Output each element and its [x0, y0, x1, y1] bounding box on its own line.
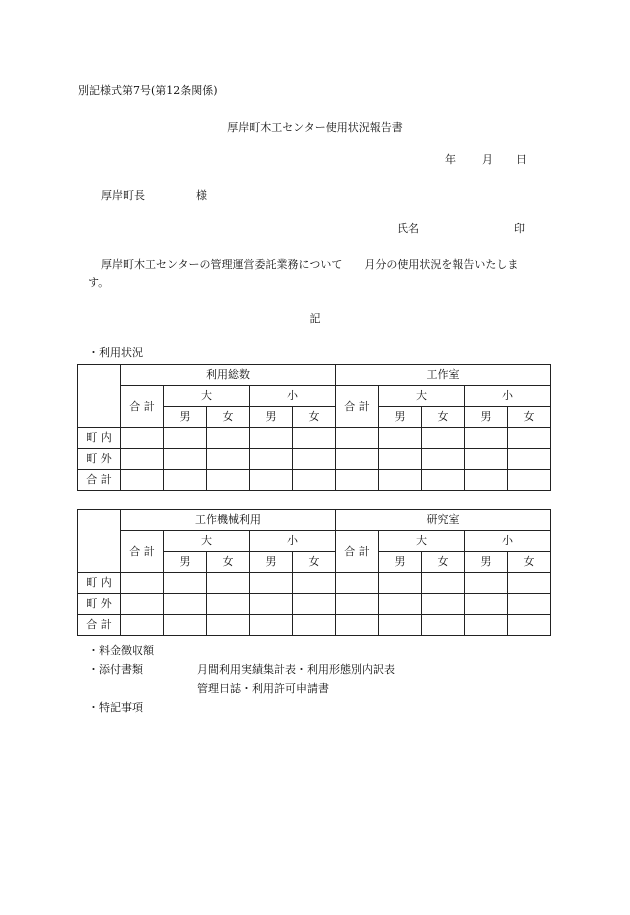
data-cell[interactable] — [293, 615, 336, 636]
data-cell[interactable] — [336, 470, 379, 491]
date-year-label: 年 — [445, 153, 456, 166]
data-cell[interactable] — [379, 594, 422, 615]
data-cell[interactable] — [336, 594, 379, 615]
data-cell[interactable] — [465, 594, 508, 615]
report-paragraph-line-1: 厚岸町木工センターの管理運営委託業務について 月分の使用状況を報告いたしま — [101, 258, 519, 271]
male-header: 男 — [465, 407, 508, 428]
group-header: 工作室 — [336, 365, 551, 386]
group-header: 工作機械利用 — [121, 510, 336, 531]
male-header: 男 — [379, 407, 422, 428]
female-header: 女 — [207, 552, 250, 573]
honorific: 様 — [196, 189, 207, 202]
data-cell[interactable] — [336, 615, 379, 636]
notes-label: ・特記事項 — [88, 701, 143, 714]
data-cell[interactable] — [207, 615, 250, 636]
data-cell[interactable] — [465, 428, 508, 449]
ki-heading: 記 — [309, 312, 321, 325]
data-cell[interactable] — [422, 470, 465, 491]
data-cell[interactable] — [379, 449, 422, 470]
data-cell[interactable] — [164, 594, 207, 615]
data-cell[interactable] — [508, 428, 551, 449]
table-row — [78, 428, 551, 449]
data-cell[interactable] — [250, 594, 293, 615]
data-cell[interactable] — [422, 573, 465, 594]
total-header: 合 計 — [336, 531, 379, 573]
table-row — [78, 449, 551, 470]
group-header: 利用総数 — [121, 365, 336, 386]
total-header: 合 計 — [121, 531, 164, 573]
corner-cell — [78, 365, 121, 428]
female-header: 女 — [293, 407, 336, 428]
male-header: 男 — [250, 552, 293, 573]
data-cell[interactable] — [207, 594, 250, 615]
form-reference: 別記様式第7号(第12条関係) — [78, 84, 218, 97]
data-cell[interactable] — [336, 449, 379, 470]
large-header: 大 — [379, 531, 465, 552]
attachments-line-1: 月間利用実績集計表・利用形態別内訳表 — [197, 663, 395, 676]
data-cell[interactable] — [293, 594, 336, 615]
row-label: 合 計 — [78, 470, 121, 491]
data-cell[interactable] — [207, 449, 250, 470]
total-header: 合 計 — [121, 386, 164, 428]
data-cell[interactable] — [465, 615, 508, 636]
table-row — [78, 615, 551, 636]
row-label: 町 内 — [78, 428, 121, 449]
data-cell[interactable] — [422, 594, 465, 615]
total-header: 合 計 — [336, 386, 379, 428]
large-header: 大 — [164, 531, 250, 552]
data-cell[interactable] — [379, 470, 422, 491]
data-cell[interactable] — [207, 428, 250, 449]
data-cell[interactable] — [336, 573, 379, 594]
data-cell[interactable] — [508, 449, 551, 470]
attachments-label: ・添付書類 — [88, 663, 143, 676]
row-label: 町 外 — [78, 594, 121, 615]
data-cell[interactable] — [250, 449, 293, 470]
data-cell[interactable] — [465, 470, 508, 491]
data-cell[interactable] — [336, 428, 379, 449]
fee-label: ・料金徴収額 — [88, 644, 154, 657]
row-label: 合 計 — [78, 615, 121, 636]
data-cell[interactable] — [250, 428, 293, 449]
data-cell[interactable] — [121, 449, 164, 470]
data-cell[interactable] — [379, 615, 422, 636]
large-header: 大 — [164, 386, 250, 407]
data-cell[interactable] — [121, 573, 164, 594]
usage-table-2 — [77, 509, 551, 636]
male-header: 男 — [379, 552, 422, 573]
date-month-label: 月 — [482, 153, 493, 166]
data-cell[interactable] — [293, 470, 336, 491]
data-cell[interactable] — [207, 470, 250, 491]
small-header: 小 — [250, 531, 336, 552]
usage-table-1 — [77, 364, 551, 491]
female-header: 女 — [508, 407, 551, 428]
data-cell[interactable] — [293, 573, 336, 594]
female-header: 女 — [508, 552, 551, 573]
seal-label: 印 — [514, 222, 525, 235]
row-label: 町 内 — [78, 573, 121, 594]
data-cell[interactable] — [422, 615, 465, 636]
male-header: 男 — [164, 552, 207, 573]
data-cell[interactable] — [164, 449, 207, 470]
large-header: 大 — [379, 386, 465, 407]
data-cell[interactable] — [465, 573, 508, 594]
data-cell[interactable] — [250, 573, 293, 594]
data-cell[interactable] — [508, 594, 551, 615]
attachments-line-2: 管理日誌・利用許可申請書 — [197, 682, 329, 695]
female-header: 女 — [422, 407, 465, 428]
data-cell[interactable] — [293, 428, 336, 449]
data-cell[interactable] — [164, 470, 207, 491]
data-cell[interactable] — [508, 573, 551, 594]
row-label: 町 外 — [78, 449, 121, 470]
document-title: 厚岸町木工センター使用状況報告書 — [227, 121, 403, 134]
data-cell[interactable] — [250, 470, 293, 491]
group-header: 研究室 — [336, 510, 551, 531]
usage-section-label: ・利用状況 — [88, 346, 143, 359]
addressee: 厚岸町長 — [101, 189, 145, 202]
data-cell[interactable] — [121, 470, 164, 491]
small-header: 小 — [465, 386, 551, 407]
data-cell[interactable] — [121, 615, 164, 636]
small-header: 小 — [465, 531, 551, 552]
female-header: 女 — [422, 552, 465, 573]
data-cell[interactable] — [508, 615, 551, 636]
female-header: 女 — [207, 407, 250, 428]
data-cell[interactable] — [207, 573, 250, 594]
data-cell[interactable] — [164, 573, 207, 594]
small-header: 小 — [250, 386, 336, 407]
corner-cell — [78, 510, 121, 573]
data-cell[interactable] — [121, 594, 164, 615]
data-cell[interactable] — [379, 573, 422, 594]
data-cell[interactable] — [508, 470, 551, 491]
data-cell[interactable] — [164, 428, 207, 449]
data-cell[interactable] — [465, 449, 508, 470]
data-cell[interactable] — [379, 428, 422, 449]
data-cell[interactable] — [422, 428, 465, 449]
male-header: 男 — [250, 407, 293, 428]
table-row — [78, 594, 551, 615]
report-paragraph-line-2: す。 — [88, 276, 110, 289]
data-cell[interactable] — [293, 449, 336, 470]
date-day-label: 日 — [516, 153, 527, 166]
data-cell[interactable] — [121, 428, 164, 449]
table-row — [78, 470, 551, 491]
name-label: 氏名 — [397, 222, 419, 235]
male-header: 男 — [164, 407, 207, 428]
data-cell[interactable] — [422, 449, 465, 470]
table-row — [78, 573, 551, 594]
male-header: 男 — [465, 552, 508, 573]
data-cell[interactable] — [250, 615, 293, 636]
data-cell[interactable] — [164, 615, 207, 636]
female-header: 女 — [293, 552, 336, 573]
